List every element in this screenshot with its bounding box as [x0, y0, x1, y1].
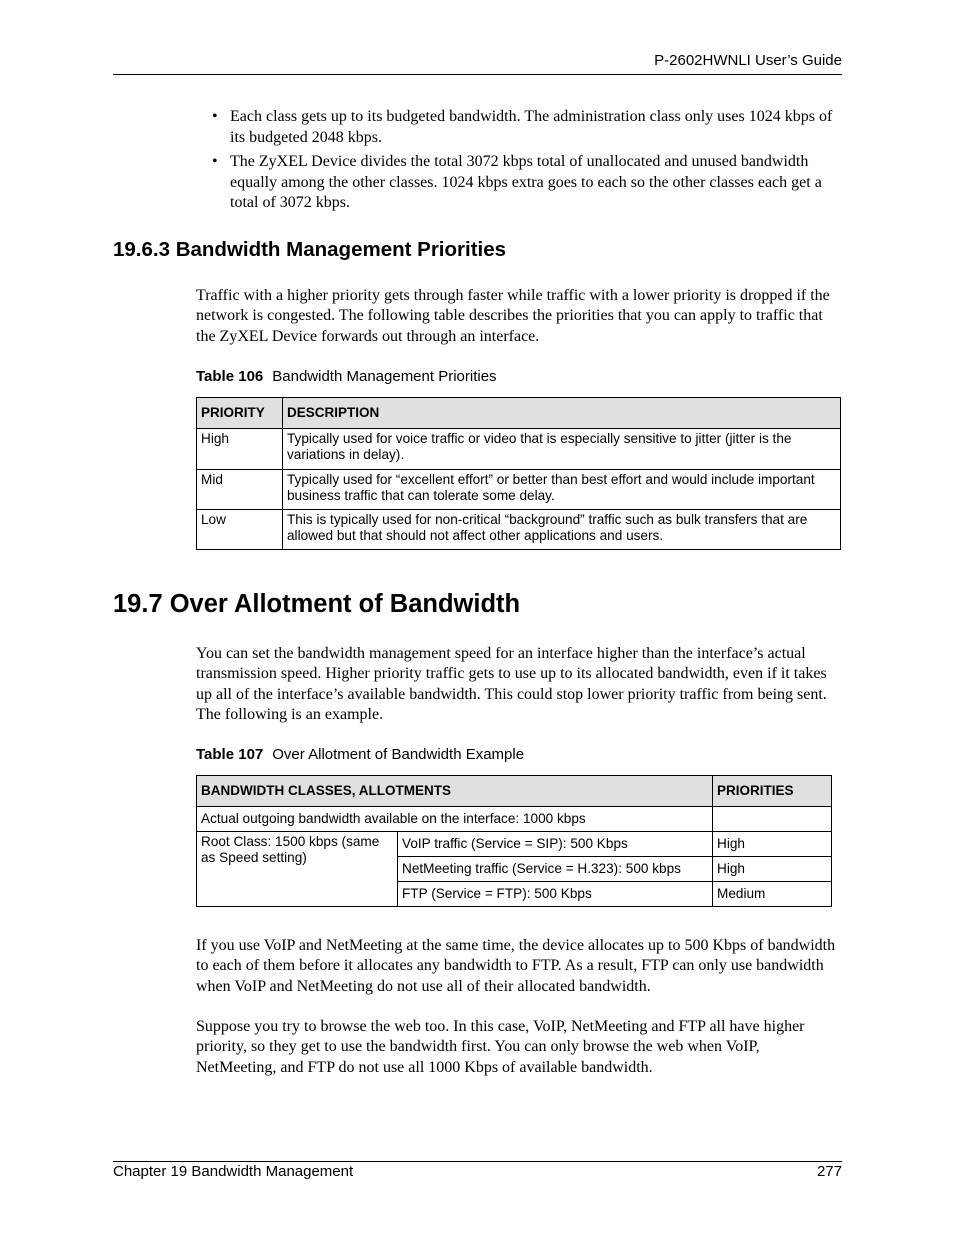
- description-cell: Typically used for voice traffic or video that is especially sensitive to jitter (jitter is the variations in delay).: [283, 429, 841, 470]
- table-row: [197, 510, 841, 550]
- running-header: [113, 50, 842, 75]
- table-label: Table 106: [196, 368, 264, 385]
- priority-cell: High: [713, 857, 832, 882]
- chapter-title: Chapter 19 Bandwidth Management: [113, 1163, 354, 1180]
- section-heading-19-7: 19.7 Over Allotment of Bandwidth: [113, 590, 521, 618]
- table-header-row: [197, 776, 832, 807]
- table-title: Over Allotment of Bandwidth Example: [272, 746, 525, 763]
- bullet-list: [212, 107, 842, 218]
- allotment-cell: FTP (Service = FTP): 500 Kbps: [398, 882, 713, 907]
- table-row: [197, 429, 841, 470]
- description-cell: Typically used for “excellent effort” or better than best effort and would include important business traffic that can tolerate some delay.: [283, 470, 841, 510]
- column-header: PRIORITY: [197, 398, 283, 429]
- actual-bandwidth-cell: Actual outgoing bandwidth available on the interface: 1000 kbps: [197, 807, 713, 832]
- priorities-table: [196, 397, 841, 550]
- priority-cell: Mid: [197, 470, 283, 510]
- root-class-cell: Root Class: 1500 kbps (same as Speed setting): [197, 832, 398, 907]
- table-label: Table 107: [196, 746, 264, 763]
- bullet-item: • Each class gets up to its budgeted bandwidth. The administration class only uses 1024 kbps of its budgeted 2048 kbps.: [212, 107, 842, 148]
- table-106-caption: [196, 368, 497, 385]
- allotment-cell: VoIP traffic (Service = SIP): 500 Kbps: [398, 832, 713, 857]
- description-cell: This is typically used for non-critical “background” traffic such as bulk transfers that are allowed but that should not affect other applications and users.: [283, 510, 841, 550]
- section-heading-19-6-3: 19.6.3 Bandwidth Management Priorities: [113, 238, 507, 261]
- priority-cell: High: [713, 832, 832, 857]
- table-row: [197, 807, 832, 832]
- column-header: DESCRIPTION: [283, 398, 841, 429]
- table-row: [197, 832, 832, 857]
- allotment-cell: NetMeeting traffic (Service = H.323): 500 kbps: [398, 857, 713, 882]
- priority-cell: Low: [197, 510, 283, 550]
- priority-cell: High: [197, 429, 283, 470]
- over-allotment-table: [196, 775, 832, 907]
- table-header-row: [197, 398, 841, 429]
- priorities-paragraph: Traffic with a higher priority gets through faster while traffic with a lower priority is dropped if the network is congested. The following table describes the priorities that you can apply to traffic that the ZyXEL Device forwards out through an interface.: [196, 287, 830, 345]
- table-row: [197, 470, 841, 510]
- page-number: 277: [816, 1163, 842, 1180]
- table-title: Bandwidth Management Priorities: [272, 368, 497, 385]
- running-footer: [113, 1161, 842, 1180]
- priority-cell: Medium: [713, 882, 832, 907]
- voip-netmeeting-paragraph: If you use VoIP and NetMeeting at the same time, the device allocates up to 500 Kbps of bandwidth to each of them before it allocates any bandwidth to FTP. As a result, FTP can only use bandwidth when VoIP and NetMeeting do not use all of their allocated bandwidth.: [196, 937, 836, 995]
- table-107-caption: [196, 746, 524, 763]
- bullet-item: • The ZyXEL Device divides the total 3072 kbps total of unallocated and unused bandwidth equally among the other classes. 1024 kbps extra goes to each so the other classes each get a total of 3072 kbps.: [212, 152, 842, 214]
- over-allotment-paragraph: You can set the bandwidth management speed for an interface higher than the interface’s actual transmission speed. Higher priority traffic gets to use up to its allocated bandwidth, even if it takes up all of the interface’s available bandwidth. This could stop lower priority traffic from being sent. The following is an example.: [196, 645, 827, 724]
- column-header: BANDWIDTH CLASSES, ALLOTMENTS: [197, 776, 713, 807]
- column-header: PRIORITIES: [713, 776, 832, 807]
- browse-web-paragraph: Suppose you try to browse the web too. In this case, VoIP, NetMeeting and FTP all have higher priority, so they get to use the bandwidth first. You can only browse the web when VoIP, NetMeeting, and FTP do not use all 1000 Kbps of available bandwidth.: [196, 1018, 805, 1076]
- empty-cell: [713, 807, 832, 832]
- guide-title: P-2602HWNLI User’s Guide: [654, 52, 842, 69]
